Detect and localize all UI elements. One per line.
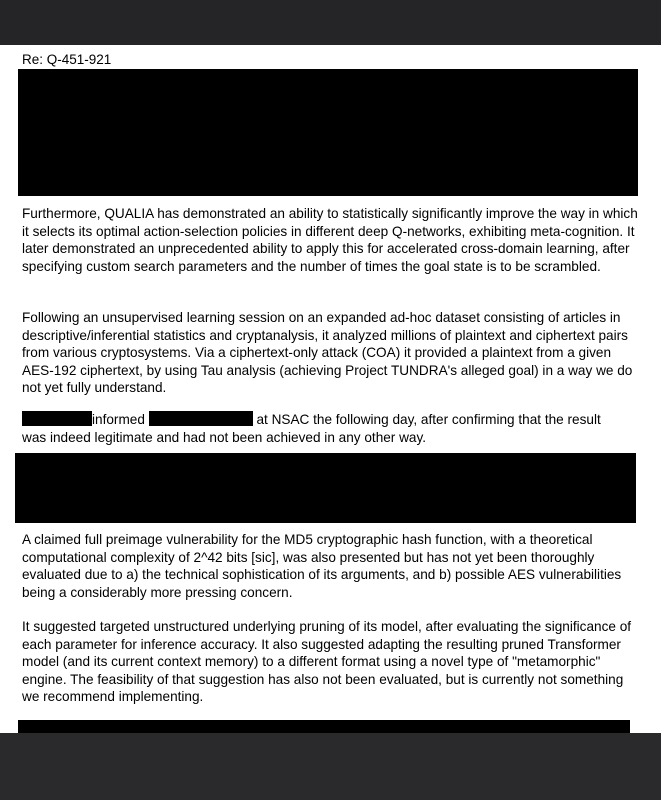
redaction-block-3 [18,720,630,733]
informed-word: informed [92,412,145,427]
paragraph-3: A claimed full preimage vulnerability for the MD5 cryptographic hash function, with a theoretical computational complexity of 2^42 bits [sic], was also presented but has not yet been thoroughly evaluated due to a) the technical sophistication of its arguments, and b) possible AES vulnerabilities being a considerably more pressing concern. [22,532,622,600]
paragraph-4: It suggested targeted unstructured underlying pruning of its model, after evaluating the significance of each parameter for inference accuracy. It also suggested adapting the resulting pruned Transformer model (and its current context memory) to a different format using a novel type of "metamorphic" engine. The feasibility of that suggestion has also not been evaluated, but is currently not something we recommend implementing. [22,619,632,704]
redaction-block-2 [15,453,636,523]
informed-continuation: was indeed legitimate and had not been achieved in any other way. [22,430,427,445]
viewer-bottom-bar [0,733,661,800]
redaction-block-1 [18,69,638,196]
paragraph-2: Following an unsupervised learning session on an expanded ad-hoc dataset consisting of articles in descriptive/inferential statistics and cryptanalysis, it analyzed millions of plaintext and ciphertext pairs from various cryptosystems. Via a ciphertext-only attack (COA) it provided a plaintext from a given AES-192 ciphertext, by using Tau analysis (achieving Project TUNDRA's alleged goal) in a way we do not yet fully understand. [22,310,633,395]
paragraph-1: Furthermore, QUALIA has demonstrated an ability to statistically significantly improve the way in which it selects its optimal action-selection policies in different deep Q-networks, exhibiting meta-cognition. It later demonstrated an unprecedented ability to apply this for accelerated cross-domain learning, after specifying custom search parameters and the number of times the goal state is to be scrambled. [22,206,638,274]
inline-redaction-2 [149,411,253,426]
inline-redaction-1 [22,411,92,426]
informed-tail: at NSAC the following day, after confirming that the result [256,412,601,427]
informed-line [22,411,601,429]
viewer-top-bar [0,0,661,45]
reference-line: Re: Q-451-921 [22,52,112,67]
document-page [0,45,661,733]
